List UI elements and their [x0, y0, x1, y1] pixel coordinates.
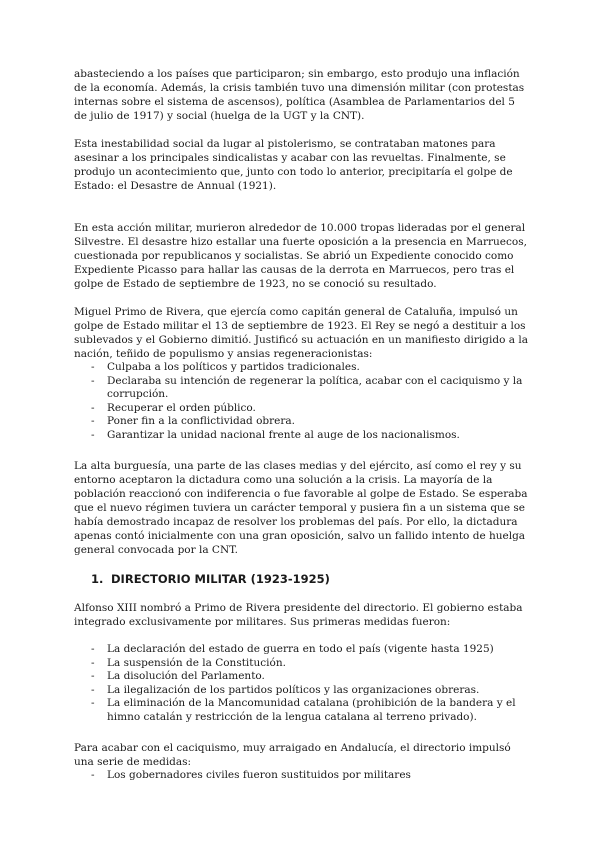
list-item: - Poner fin a la conflictividad obrera. — [91, 415, 295, 427]
paragraph-annual: En esta acción militar, murieron alrededor de 10.000 tropas lideradas por el general Silvestre. El desastre hizo estallar una fuerte oposición a la presencia en Marruecos, cuestionada por republicanos y socialistas. Se abrió un Expediente conocido como Expediente Picasso para hallar las causas de la derrota en Marruecos, pero tras el golpe de Estado de septiembre de 1923, no se conoció su resultado. — [74, 222, 527, 290]
caciquismo-list — [74, 769, 530, 783]
document-page — [74, 67, 530, 783]
list-item: - La eliminación de la Mancomunidad catalana (prohibición de la bandera y el himno catalán y restricción de la lengua catalana al terreno privado). — [91, 697, 516, 723]
list-item: - La ilegalización de los partidos políticos y las organizaciones obreras. — [91, 683, 480, 696]
list-item: - La disolución del Parlamento. — [91, 670, 265, 682]
list-item: - La declaración del estado de guerra en todo el país (vigente hasta 1925) — [91, 643, 494, 655]
paragraph-aceptacion: La alta burguesía, una parte de las clases medias y del ejército, así como el rey y su entorno aceptaron la dictadura como una solución a la crisis. La mayoría de la población reaccionó con indiferencia o fue favorable al golpe de Estado. Se esperaba que el nuevo régimen tuviera un carácter temporal y pusiera fin a un sistema que se había demostrado incapaz de resolver los problemas del país. Por ello, la dictadura apenas contó inicialmente con una gran oposición, salvo un fallido intento de huelga general convocada por la CNT. — [74, 460, 528, 556]
paragraph-directorio: Alfonso XIII nombró a Primo de Rivera presidente del directorio. El gobierno estaba integrado exclusivamente por militares. Sus primeras medidas fueron: — [74, 602, 523, 628]
paragraph-caciquismo: Para acabar con el caciquismo, muy arraigado en Andalucía, el directorio impulsó una serie de medidas: — [74, 742, 511, 768]
paragraph-golpe-estado: Miguel Primo de Rivera, que ejercía como capitán general de Cataluña, impulsó un golpe de Estado militar el 13 de septiembre de 1923. El Rey se negó a destituir a los sublevados y el Gobierno dimitió. Justificó su actuación en un manifiesto dirigido a la nación, teñido de populismo y ansias regeneracionistas: — [74, 306, 528, 360]
paragraph-pistolerismo: Esta inestabilidad social da lugar al pistolerismo, se contrataban matones para asesinar a los principales sindicalistas y acabar con las revueltas. Finalmente, se produjo un acontecimiento que, junto con todo lo anterior, precipitaría el golpe de Estado: el Desastre de Annual (1921). — [74, 138, 513, 192]
section-heading: 1. DIRECTORIO MILITAR (1923-1925) — [91, 572, 330, 586]
list-item: - Los gobernadores civiles fueron sustituidos por militares — [91, 769, 411, 781]
list-item: - La suspensión de la Constitución. — [91, 656, 286, 669]
list-item: - Recuperar el orden público. — [91, 401, 256, 414]
manifesto-list — [74, 361, 530, 442]
list-item: - Garantizar la unidad nacional frente al auge de los nacionalismos. — [91, 428, 460, 441]
paragraph-crisis-1917: abasteciendo a los países que participaron; sin embargo, esto produjo una inflación de la economía. Además, la crisis también tuvo una dimensión militar (con protestas internas sobre el sistema de ascensos), política (Asamblea de Parlamentarios del 5 de julio de 1917) y social (huelga de la UGT y la CNT). — [74, 68, 525, 122]
list-item: - Culpaba a los políticos y partidos tradicionales. — [91, 361, 360, 373]
list-item: - Declaraba su intención de regenerar la política, acabar con el caciquismo y la corrupción. — [91, 374, 523, 400]
measures-list — [74, 643, 530, 724]
